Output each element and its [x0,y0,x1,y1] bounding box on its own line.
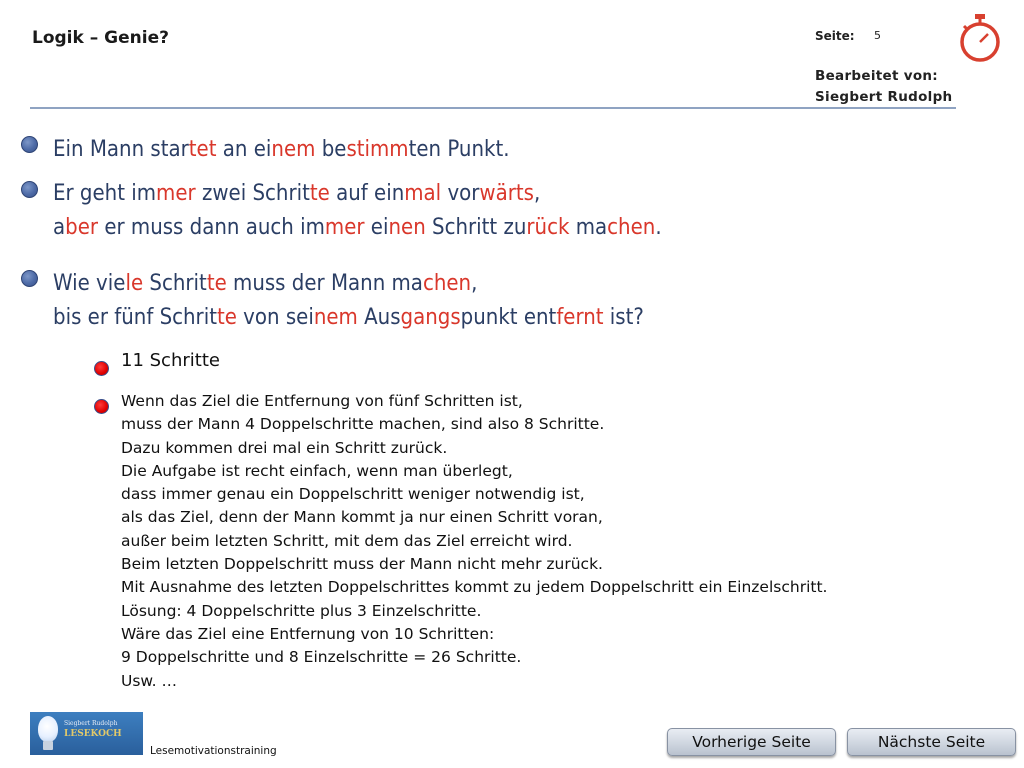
highlighted-syllable: chen [422,271,472,296]
text-segment: ten Punkt. [408,137,510,162]
highlighted-syllable: fernt [556,305,604,330]
stopwatch-icon[interactable] [955,12,1005,64]
explanation-line: außer beim letzten Schritt, mit dem das Ziel erreicht wird. [121,531,573,550]
page-title: Logik – Genie? [32,28,169,48]
page-label: Seite: [815,29,855,43]
highlighted-syllable: te [206,271,227,296]
text-segment: Schrit [143,271,207,296]
highlighted-syllable: mer [156,181,196,206]
logo-brand: LESEKOCH [64,729,122,739]
highlighted-syllable: ber [65,215,99,240]
question-text-line [53,211,662,245]
highlighted-syllable: stimm [346,137,409,162]
bullet-icon [21,136,38,153]
header-divider [30,107,956,109]
highlighted-syllable: rück [526,215,570,240]
text-segment: Er geht im [53,181,157,206]
text-segment: Aus [357,305,401,330]
highlighted-syllable: nem [271,137,316,162]
lesekoch-logo [30,712,143,755]
highlighted-syllable: mer [324,215,365,240]
highlighted-syllable: chen [607,215,656,240]
answer-text: 11 Schritte [121,350,220,371]
text-segment: auf ein [329,181,405,206]
question-text-line [53,177,662,211]
text-segment: ei [364,215,389,240]
next-page-button[interactable]: Nächste Seite [847,728,1016,756]
page-number: 5 [874,29,881,42]
text-segment: , [471,271,478,296]
question-text-line [53,301,644,335]
text-segment: ist? [603,305,644,330]
text-segment: . [655,215,662,240]
question-line [53,133,510,167]
highlighted-syllable: le [125,271,144,296]
explanation-line: Lösung: 4 Doppelschritte plus 3 Einzelschritte. [121,601,482,620]
explanation-text [121,390,827,693]
text-segment: punkt ent [460,305,557,330]
explanation-line: als das Ziel, denn der Mann kommt ja nur einen Schritt voran, [121,508,603,527]
bullet-icon [21,270,38,287]
author-block [815,66,952,108]
previous-page-button[interactable]: Vorherige Seite [667,728,836,756]
text-segment: von sei [236,305,314,330]
answer-bullet-icon[interactable] [94,361,109,376]
text-segment: , [533,181,541,206]
highlighted-syllable: te [216,305,237,330]
explanation-line: Wenn das Ziel die Entfernung von fünf Schritten ist, [121,392,523,410]
question-line [53,177,662,245]
lightbulb-icon [38,716,58,742]
logo-author: Siegbert Rudolph [64,720,118,727]
highlighted-syllable: gangs [400,305,461,330]
explanation-bullet-icon[interactable] [94,399,109,414]
explanation-line: muss der Mann 4 Doppelschritte machen, sind also 8 Schritte. [121,415,605,434]
explanation-line: Dazu kommen drei mal ein Schritt zurück. [121,438,448,457]
highlighted-syllable: nen [388,215,426,240]
highlighted-syllable: tet [188,137,217,162]
highlighted-syllable: mal [404,181,442,206]
text-segment: ma [569,215,608,240]
text-segment: vor [441,181,480,206]
highlighted-syllable: wärts [479,181,534,206]
explanation-line: Wäre das Ziel eine Entfernung von 10 Schritten: [121,624,495,643]
text-segment: be [315,137,347,162]
text-segment: muss der Mann ma [226,271,423,296]
text-segment: a [53,215,66,240]
author-name: Siegbert Rudolph [815,89,953,105]
question-line [53,267,644,335]
bullet-icon [21,181,38,198]
explanation-line: Usw. … [121,671,178,690]
highlighted-syllable: nem [313,305,358,330]
explanation-line: Beim letzten Doppelschritt muss der Mann nicht mehr zurück. [121,555,603,574]
explanation-line: Mit Ausnahme des letzten Doppelschrittes kommt zu jedem Doppelschritt ein Einzelschritt. [121,578,828,597]
text-segment: er muss dann auch im [98,215,325,240]
highlighted-syllable: te [309,181,330,206]
text-segment: zwei Schrit [195,181,310,206]
question-text-line [53,267,644,301]
text-segment: Wie vie [53,271,126,296]
text-segment: Ein Mann star [53,137,189,162]
question-text-line [53,133,510,167]
explanation-line: dass immer genau ein Doppelschritt weniger notwendig ist, [121,485,585,504]
author-label: Bearbeitet von: [815,68,939,84]
text-segment: bis er fünf Schrit [53,305,217,330]
explanation-line: 9 Doppelschritte und 8 Einzelschritte = 26 Schritte. [121,648,522,667]
explanation-line: Die Aufgabe ist recht einfach, wenn man überlegt, [121,461,513,480]
footer-label: Lesemotivationstraining [150,745,277,757]
text-segment: Schritt zu [425,215,527,240]
text-segment: an ei [216,137,272,162]
